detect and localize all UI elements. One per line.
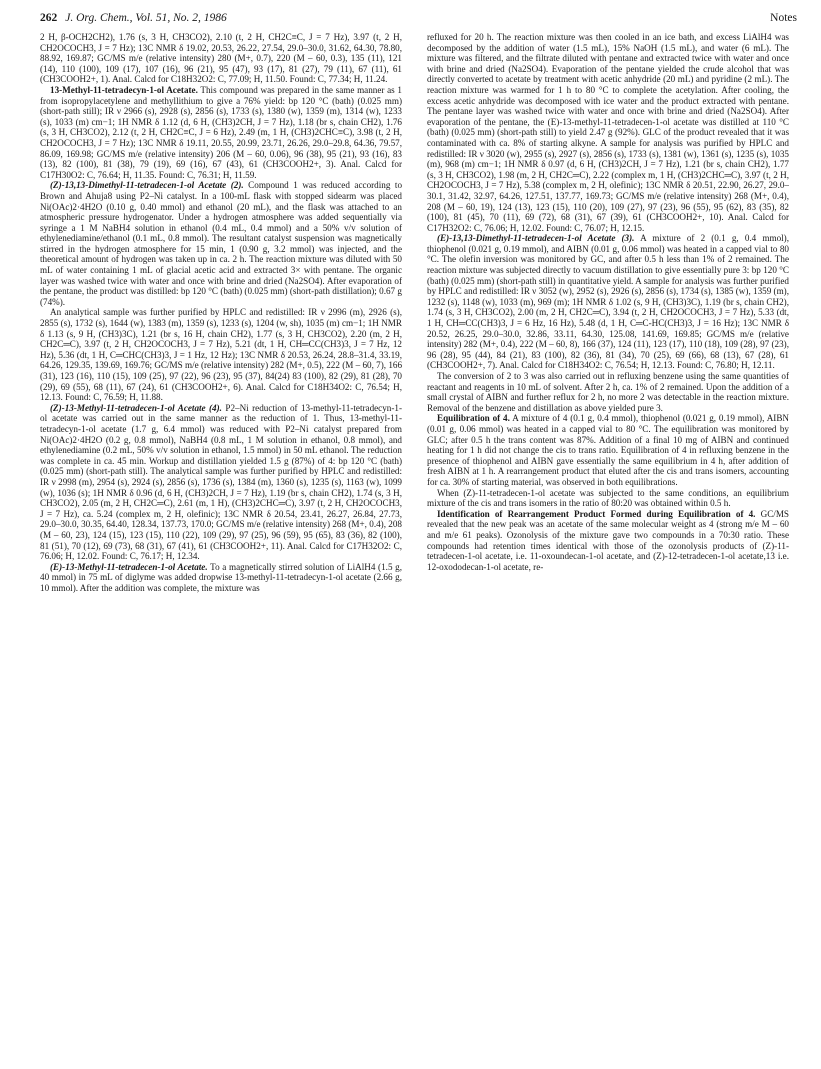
paragraph xyxy=(40,32,402,85)
paragraph-heading: (E)-13-Methyl-11-tetradecen-1-ol Acetate. xyxy=(50,561,208,572)
paragraph xyxy=(40,562,402,594)
paragraph-heading: Identification of Rearrangement Product Formed during Equilibration of 4. xyxy=(437,508,756,519)
paragraph xyxy=(40,307,402,402)
paragraph-text: An analytical sample was further purified by HPLC and redistilled: IR ν 2996 (m), 2926 (s), 2855 (s), 1732 (s), 1644 (w), 1383 (m), 1359 (s), 1233 (s), 1204 (w, sh), 1035 (m) cm−1; 1H NMR δ 1.13 (s, 9 H, (CH3)3C), 1.21 (br s, 16 H, chain CH2), 1.77 (s, 3 H, CH3CO2), 2.20 (m, 2 H, CH2C═C), 3.97 (t, 2 H, CH2OCOCH3, J = 7 Hz), 5.21 (dt, 1 H, CH═CC(CH3)3, J = 7 Hz, 12 Hz), 5.36 (dt, 1 H, C═CHC(CH3)3, J = 1 Hz, 12 Hz); 13C NMR δ 20.53, 26.24, 28.8–31.4, 33.19, 64.26, 129.35, 139.69, 169.76; GC/MS m/e (relative intensity) 282 (M+, 0.5), 222 (M – 60, 7), 166 (31), 123 (16), 110 (15), 109 (25), 97 (22), 96 (23), 95 (37), 84(24) 83 (100), 82 (29), 81 (28), 70 (29), 69 (55), 68 (11), 67 (24), 61 (CH3COOH2+, 6). Anal. Calcd for C18H34O2: C, 76.54; H, 12.13. Found: C, 76.59; H, 11.88. xyxy=(40,307,403,403)
paragraph xyxy=(427,488,789,509)
paragraph-text: The conversion of 2 to 3 was also carried out in refluxing benzene using the same quantities of reactant and reagents in 10 mL of solvent. After 2 h, ca. 1% of 2 remained. Upon the addition of a small crystal of AIBN and further reflux for 2 h, no more 2 was detectable in the reaction mixture. Removal of the benzene and distillation as above yielded pure 3. xyxy=(427,371,789,413)
paragraph xyxy=(427,32,789,233)
section-label: Notes xyxy=(770,12,797,24)
paragraph-text: To a magnetically stirred solution of LiAlH4 (1.5 g, 40 mmol) in 75 mL of diglyme was added dropwise 13-methyl-11-tetradecyn-1-ol acetate (2.66 g, 10 mmol). After the addition was complete, the mixture was xyxy=(40,561,402,593)
paragraph-heading: 13-Methyl-11-tetradecyn-1-ol Acetate. xyxy=(50,84,198,95)
paragraph-heading: (Z)-13,13-Dimethyl-11-tetradecen-1-ol Acetate (2). xyxy=(50,180,244,191)
paragraph xyxy=(427,509,789,573)
paragraph-text: 2 H, β-OCH2CH2), 1.76 (s, 3 H, CH3CO2), 2.10 (t, 2 H, CH2C≡C, J = 7 Hz), 3.97 (t, 2 H, CH2OCOCH3, J = 7 Hz); 13C NMR δ 19.02, 20.53, 26.22, 27.54, 29.0–30.0, 31.62, 64.30, 78.80, 88.92, 169.87; GC/MS m/e (relative intensity) 280 (M+, 0.7), 220 (M – 60, 0.3), 135 (11), 121 (14), 110 (100), 109 (17), 107 (16), 96 (21), 95 (47), 93 (17), 81 (27), 79 (11), 67 (11), 61 (CH3COOH2+, 1). Anal. Calcd for C18H32O2: C, 77.09; H, 11.50. Found: C, 77.34; H, 11.24. xyxy=(40,32,402,85)
paragraph-text: GC/MS revealed that the new peak was an acetate of the same molecular weight as 4 (strong m/e M – 60 and m/e 61 peaks). Ozonolysis of the mixture gave two compounds in a 70:30 ratio. These compounds had retention times identical with those of the ozonolysis products of (Z)-11-tetradecen-1-ol acetate, i.e. 11-oxoundecan-1-ol acetate, and (Z)-12-tetradecen-1-ol acetate,13 i.e. 12-oxododecan-1-ol acetate, re- xyxy=(427,508,790,572)
running-head xyxy=(40,12,227,24)
paragraph-text: P2–Ni reduction of 13-methyl-11-tetradecyn-1-ol acetate was carried out in the same manner as the reduction of 1. Thus, 13-methyl-11-tetradecyn-1-ol acetate (1.7 g, 6.4 mmol) was reduced with P2–Ni catalyst prepared from Ni(OAc)2·4H2O (0.2 g, 0.8 mmol), NaBH4 (0.8 mL, 1 M solution in ethanol, 0.8 mmol), and ethylenediamine (0.2 mL, 50% v/v solution in ethanol, 1.5 mmol) in 50 mL ethanol. The reduction was complete in ca. 45 min. Workup and distillation yielded 1.5 g (87%) of 4: bp 120 °C (bath) (0.025 mm) (short-path still). The analytical sample was further purified by HPLC and redistilled: IR ν 2998 (m), 2954 (s), 2924 (s), 2856 (s), 1736 (s), 1384 (m), 1360 (s), 1235 (s), 1163 (w), 1099 (w), 1036 (s); 1H NMR δ 0.96 (d, 6 H, (CH3)2CH, J = 7 Hz), 1.19 (br s, chain CH2), 1.74 (s, 3 H, CH3CO2), 2.05 (m, 2 H, CH2C═C), 2.61 (m, 1 H), (CH3)2CHC═C), 3.97 (t, 2 H, CH2OCOCH3, J = 7 Hz), ca. 5.24 (complex m, 2 H, olefinic); 13C NMR δ 20.54, 23.41, 26.27, 26.84, 27.73, 29.0–30.0, 30.35, 64.40, 128.34, 137.73, 170.0; GC/MS m/e (relative intensity) 268 (M+, 0.4), 208 (M – 60, 23), 124 (15), 123 (15), 110 (22), 109 (29), 97 (25), 96 (59), 95 (65), 83 (36), 82 (100), 81 (51), 70 (12), 69 (73), 68 (31), 67 (41), 61 (CH3COOH2+, 11). Anal. Calcd for C17H32O2: C, 76.06; H, 12.02. Found: C, 76.17; H, 12.34. xyxy=(40,402,402,562)
paragraph xyxy=(427,413,789,487)
paragraph-text: A mixture of 4 (0.1 g, 0.4 mmol), thiophenol (0.021 g, 0.19 mmol), AIBN (0.01 g, 0.06 mmol) was heated in a capped vial to 80 °C. The equilibration was monitored by GLC; after 0.5 h the trans content was 87%. Addition of a final 10 mg of AIBN and continued heating for 1 h did not change the cis to trans ratio. Equilibration of 4 in refluxing benzene in the presence of thiophenol and AIBN gave essentially the same equilibrium in 4 h, after addition of fresh AIBN at 1 h. A rearrangement product that eluted after the cis and trans isomers, accounting for ca. 30% of starting material, was observed in both equilibrations. xyxy=(427,413,790,487)
paragraph xyxy=(427,233,789,371)
paragraph-text: A mixture of 2 (0.1 g, 0.4 mmol), thiophenol (0.021 g, 0.19 mmol), and AIBN (0.01 g, 0.06 mmol) was heated in a capped vial to 80 °C. The olefin inversion was monitored by GC, and after 0.5 h less than 1% of 2 remained. The reaction mixture was subjected directly to vacuum distillation to give essentially pure 3: bp 120 °C (bath) (0.025 mm) (short-path still) in quantitative yield. A sample for analysis was further purified by HPLC and redistilled: IR ν 3052 (w), 2952 (s), 2926 (s), 2856 (s), 1734 (s), 1385 (w), 1359 (m), 1232 (s), 1148 (w), 1033 (m), 969 (m); 1H NMR δ 1.02 (s, 9 H, (CH3)3C), 1.19 (br s, chain CH2), 1.74 (s, 3 H, CH3CO2), 2.00 (m, 2 H, CH2C═C), 3.94 (t, 2 H, CH2OCOCH3, J = 7 Hz), 5.33 (dt, 1 H, CH═CC(CH3)3, J = 6 Hz, 16 Hz), 5.48 (d, 1 H, C═C-HC(CH3)3, J = 16 Hz); 13C NMR δ 20.52, 26.25, 29.0–30.0, 32.86, 33.11, 64.30, 125.08, 141.69, 169.85; GC/MS m/e (relative intensity) 282 (M+, 0.4), 222 (M – 60, 8), 166 (37), 124 (11), 123 (17), 110 (18), 109 (28), 97 (23), 96 (28), 95 (44), 84 (21), 83 (100), 82 (36), 81 (34), 70 (25), 69 (66), 68 (13), 67 (28), 61 (CH3COOH2+, 7). Anal. Calcd for C18H34O2: C, 76.54; H, 12.13. Found: C, 76.80; H, 12.11. xyxy=(427,233,789,371)
journal-citation: J. Org. Chem., Vol. 51, No. 2, 1986 xyxy=(65,12,227,24)
paragraph xyxy=(40,180,402,307)
paragraph-heading: Equilibration of 4. xyxy=(437,413,510,424)
paragraph-heading: (E)-13,13-Dimethyl-11-tetradecen-1-ol Acetate (3). xyxy=(437,233,635,244)
paragraph-text: Compound 1 was reduced according to Brown and Ahuja8 using P2–Ni catalyst. In a 100-mL flask with stopped sidearm was placed Ni(OAc)2·4H2O (0.10 g, 0.40 mmol) and ethanol (20 mL), and the flask was attached to an atmospheric pressure hydrogenator. Under a hydrogen atmosphere was added sequentially via syringe a 1 M NaBH4 solution in ethanol (0.4 mL, 0.4 mmol) and a 50% v/v solution of ethylenediamine/ethanol (0.1 mL, 0.8 mmol). The resultant catalyst suspension was magnetically stirred in the hydrogen atmosphere for 15 min, 1 (0.90 g, 3.2 mmol) was injected, and the theoretical amount of hydrogen was taken up in ca. 2 h. The reaction mixture was diluted with 50 mL of water containing 1 mL of glacial acetic acid and extracted 3× with pentane. The organic layer was washed twice with water and once with brine and dried (Na2SO4). After evaporation of the pentane, the product was distilled: bp 120 °C (bath) (0.025 mm) (short-path distillation); 0.67 g (74%). xyxy=(40,180,403,307)
paragraph xyxy=(40,85,402,180)
left-column xyxy=(40,32,402,593)
paragraph xyxy=(427,371,789,413)
paragraph-text: refluxed for 20 h. The reaction mixture was then cooled in an ice bath, and excess LiAlH4 was decomposed by the addition of water (1.5 mL), 15% NaOH (1.5 mL), and water (6 mL). The mixture was filtered, and the filtrate diluted with pentane and extracted twice with water and once with brine and dried (Na2SO4). Evaporation of the pentane yielded the crude alcohol that was directly converted to acetate by treatment with acetic anhydride (20 mL) and pyridine (2 mL). The reaction mixture was warmed for 1 h to 80 °C to complete the acetylation. After cooling, the excess acetic anhydride was decomposed with ice water and the product extracted with pentane. The pentane layer was washed twice with water and once with brine and dried (Na2SO4). After evaporation of the pentane, the (E)-13-methyl-11-tetradecen-1-ol acetate was distilled at 110 °C (bath) (0.025 mm) (short-path still) to yield 2.47 g (92%). GLC of the product revealed that it was contaminated with ca. 8% of starting alkyne. A sample for analysis was purified by HPLC and redistilled: IR ν 3020 (w), 2955 (s), 2927 (s), 2856 (s), 1733 (s), 1381 (w), 1361 (s), 1235 (s), 1035 (m), 968 (m) cm−1; 1H NMR δ 0.97 (d, 6 H, (CH3)2CH, J = 7 Hz), 1.21 (br s, chain CH2), 1.77 (s, 3 H, CH3CO2), 1.98 (m, 2 H, CH2C═C), 2.22 (complex m, 1 H, (CH3)2CHC═C), 3.97 (t, 2 H, CH2OCOCH3, J = 7 Hz), 5.38 (complex m, 2 H, olefinic); 13C NMR δ 20.51, 22.90, 26.27, 29.0–30.1, 31.42, 32.97, 64.26, 127.51, 137.77, 169.73; GC/MS m/e (relative intensity) 268 (M+, 0.4), 208 (M – 60, 19), 124 (13), 123 (15), 110 (20), 109 (27), 97 (23), 96 (55), 95 (62), 83 (35), 82 (100), 81 (45), 70 (11), 69 (72), 68 (31), 67 (39), 61 (CH3COOH2+, 10). Anal. Calcd for C17H32O2: C, 76.06; H, 12.02. Found: C, 76.07; H, 12.15. xyxy=(427,32,789,233)
right-column xyxy=(427,32,789,572)
paragraph-text: When (Z)-11-tetradecen-1-ol acetate was subjected to the same conditions, an equilibrium mixture of the cis and trans isomers in the ratio of 80:20 was obtained within 0.5 h. xyxy=(427,487,789,509)
paragraph xyxy=(40,403,402,562)
paragraph-heading: (Z)-13-Methyl-11-tetradecen-1-ol Acetate (4). xyxy=(50,402,222,413)
page-number: 262 xyxy=(40,12,58,24)
paragraph-text: This compound was prepared in the same manner as 1 from isopropylacetylene and methyllithium to give a 76% yield: bp 120 °C (bath) (0.025 mm) (short-path still); IR ν 2966 (s), 2928 (s), 2856 (s), 1733 (s), 1380 (w), 1359 (m), 1314 (w), 1233 (s), 1033 (m) cm−1; 1H NMR δ 1.12 (d, 6 H, (CH3)2CH, J = 7 Hz), 1.18 (br s, chain CH2), 1.76 (s, 3 H, CH3CO2), 2.12 (t, 2 H, CH2C≡C, J = 6 Hz), 2.49 (m, 1 H, (CH3)2CHC≡C), 3.98 (t, 2 H, CH2OCOCH3, J = 7 Hz); 13C NMR δ 19.11, 20.55, 20.99, 23.71, 26.26, 29.0–29.8, 64.36, 79.57, 86.09, 169.98; GC/MS m/e (relative intensity) 206 (M – 60, 0.06), 96 (38), 95 (21), 93 (16), 83 (13), 82 (100), 81 (38), 79 (19), 69 (16), 67 (43), 61 (CH3COOH2+, 3). Anal. Calcd for C17H30O2: C, 76.64; H, 11.35. Found: C, 76.31; H, 11.59. xyxy=(40,84,402,180)
page-header xyxy=(40,12,797,26)
